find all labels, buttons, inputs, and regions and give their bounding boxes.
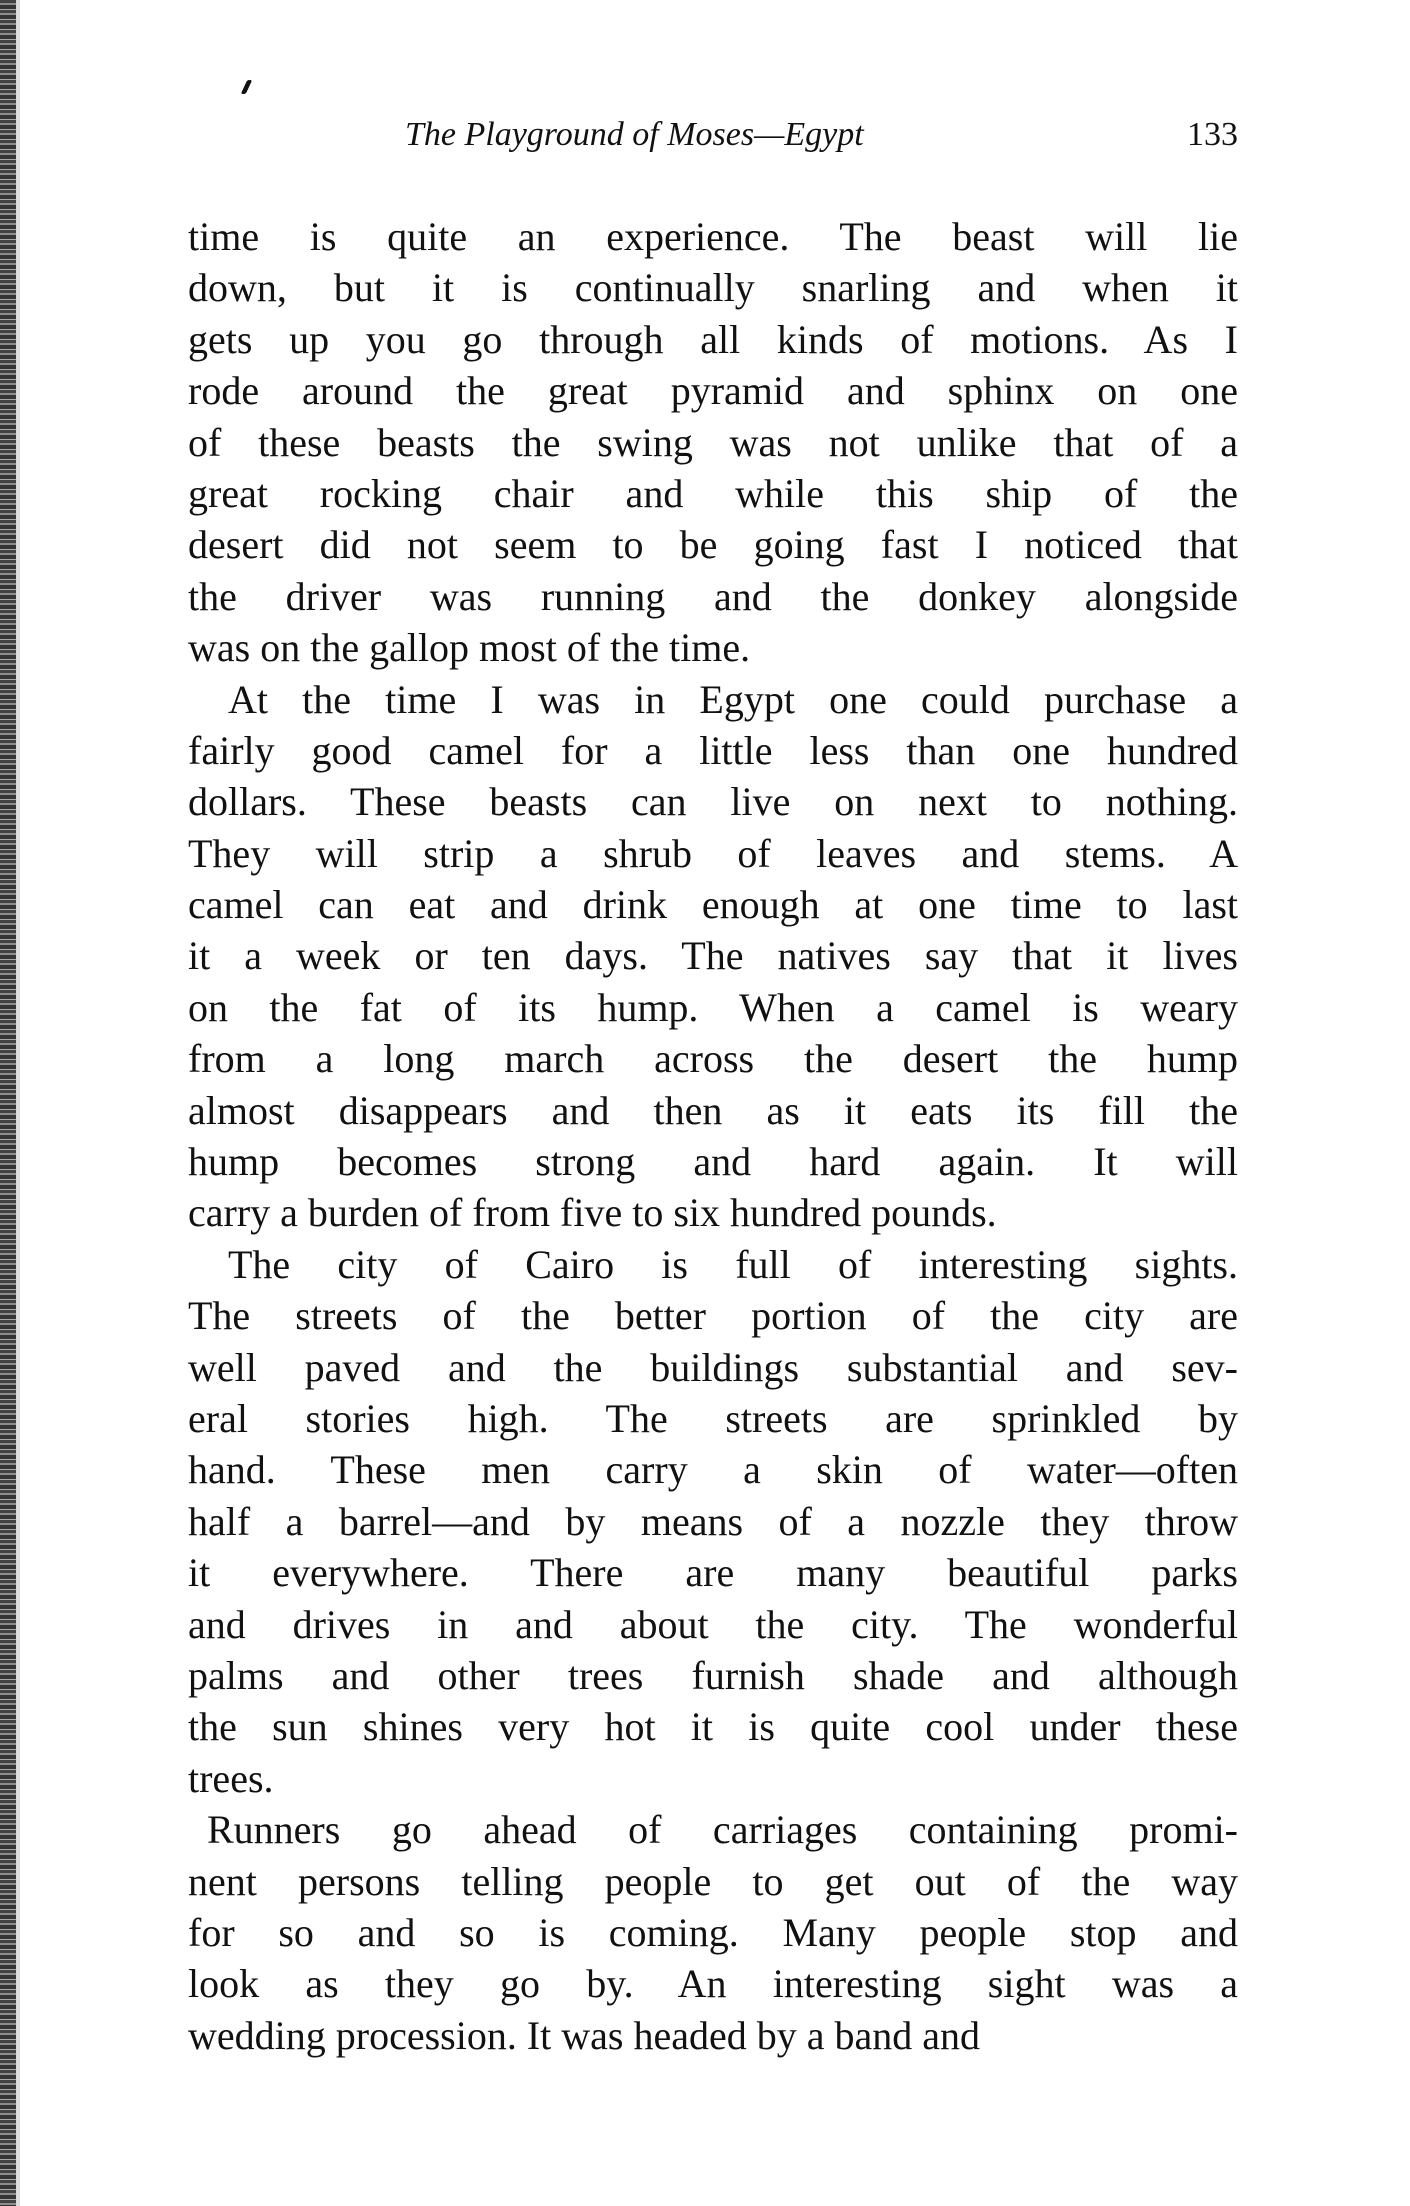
text-line: rode around the great pyramid and sphinx on one <box>188 368 1238 414</box>
text-line: fairly good camel for a little less than one hundred <box>188 727 1238 773</box>
text-line: the sun shines very hot it is quite cool under these <box>188 1704 1238 1750</box>
paragraph <box>188 674 1238 1239</box>
text-line: The city of Cairo is full of interesting sights. <box>228 1241 1238 1287</box>
binding-shadow <box>16 0 20 2206</box>
text-line: was on the gallop most of the time. <box>188 625 751 671</box>
text-line: They will strip a shrub of leaves and stems. A <box>188 830 1238 876</box>
text-line: Runners go ahead of carriages containing promi- <box>207 1807 1238 1853</box>
text-line: almost disappears and then as it eats its fill the <box>188 1087 1238 1133</box>
text-line: camel can eat and drink enough at one time to last <box>188 882 1238 928</box>
text-line: it a week or ten days. The natives say that it lives <box>188 933 1238 979</box>
text-line: half a barrel—and by means of a nozzle they throw <box>188 1498 1238 1544</box>
text-line: eral stories high. The streets are sprinkled by <box>188 1395 1238 1441</box>
page-number: 133 <box>1187 116 1238 153</box>
text-line: great rocking chair and while this ship of the <box>188 470 1238 516</box>
text-line: and drives in and about the city. The wonderful <box>188 1601 1238 1647</box>
paragraph <box>188 1239 1238 1804</box>
text-line: it everywhere. There are many beautiful parks <box>188 1550 1238 1596</box>
text-line: for so and so is coming. Many people stop and <box>188 1909 1238 1955</box>
running-head-title: The Playground of Moses—Egypt <box>405 116 864 153</box>
text-line: from a long march across the desert the hump <box>188 1036 1238 1082</box>
book-binding-edge <box>0 0 16 2206</box>
text-line: look as they go by. An interesting sight was a <box>188 1961 1238 2007</box>
paragraph <box>188 1804 1238 2061</box>
text-line: of these beasts the swing was not unlike that of a <box>188 419 1238 465</box>
text-line: well paved and the buildings substantial and sev- <box>188 1344 1238 1390</box>
text-line: hump becomes strong and hard again. It will <box>188 1139 1238 1185</box>
text-line: palms and other trees furnish shade and although <box>188 1652 1238 1698</box>
text-line: The streets of the better portion of the city are <box>188 1293 1238 1339</box>
paragraph <box>188 211 1238 674</box>
text-line: down, but it is continually snarling and when it <box>188 265 1238 311</box>
text-line: the driver was running and the donkey alongside <box>188 573 1238 619</box>
text-line: wedding procession. It was headed by a band and <box>188 2012 980 2058</box>
text-line: nent persons telling people to get out of the way <box>188 1858 1238 1904</box>
text-line: hand. These men carry a skin of water—often <box>188 1447 1238 1493</box>
ink-speck <box>241 80 253 94</box>
text-line: dollars. These beasts can live on next to nothing. <box>188 779 1238 825</box>
text-line: At the time I was in Egypt one could purchase a <box>228 676 1238 722</box>
text-line: time is quite an experience. The beast will lie <box>188 214 1238 259</box>
text-line: desert did not seem to be going fast I noticed that <box>188 522 1238 568</box>
text-line: on the fat of its hump. When a camel is weary <box>188 984 1238 1030</box>
text-line: gets up you go through all kinds of motions. As I <box>188 316 1238 362</box>
text-line: trees. <box>188 1755 274 1801</box>
body-text <box>188 211 1238 2061</box>
text-line: carry a burden of from five to six hundred pounds. <box>188 1190 997 1236</box>
